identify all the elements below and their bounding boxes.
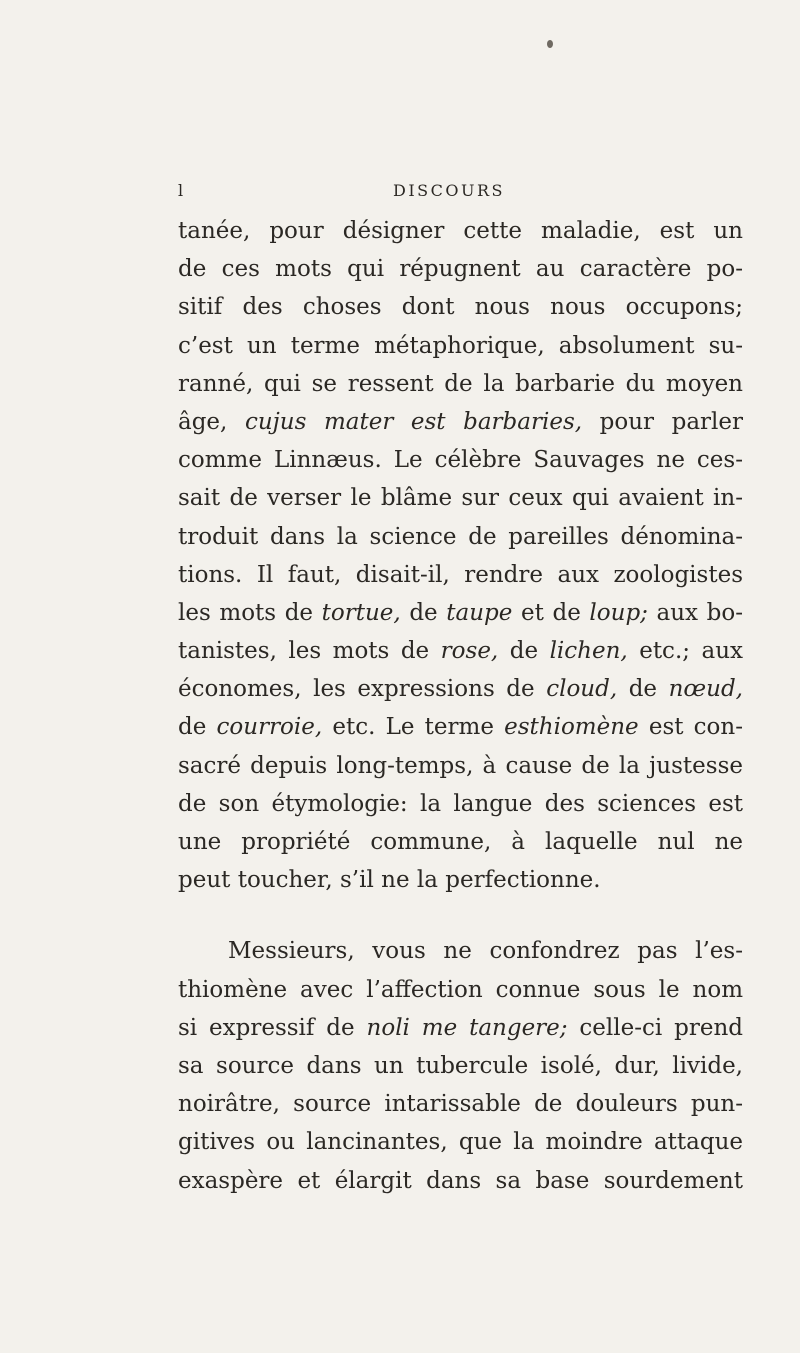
text-line: sa source dans un tubercule isolé, dur, livide, bbox=[178, 1052, 743, 1079]
text-line: sacré depuis long-temps, à cause de la justesse bbox=[178, 752, 743, 779]
ink-spot bbox=[547, 40, 553, 48]
text-line: troduit dans la science de pareilles dénomina- bbox=[178, 523, 743, 550]
text-line: thiomène avec l’affection connue sous le nom bbox=[178, 976, 743, 1003]
text-line: tanistes, les mots de rose, de lichen, etc.; aux bbox=[178, 638, 743, 665]
text-line: les mots de tortue, de taupe et de loup; aux bo- bbox=[178, 599, 743, 626]
text-line: de ces mots qui répugnent au caractère po- bbox=[178, 256, 743, 283]
text-line: tanée, pour désigner cette maladie, est un bbox=[178, 218, 743, 244]
text-line: si expressif de noli me tangere; celle-ci prend bbox=[178, 1014, 743, 1041]
latin-quote: cujus mater est barbaries, bbox=[244, 408, 583, 435]
text-line: de son étymologie: la langue des sciences est bbox=[178, 790, 743, 817]
page-number: l bbox=[178, 181, 185, 200]
text-line: tions. Il faut, disait-il, rendre aux zoologistes bbox=[178, 561, 743, 588]
running-title: DISCOURS bbox=[393, 181, 505, 200]
paragraph-gap bbox=[178, 899, 743, 932]
text-line: noirâtre, source intarissable de douleurs pun- bbox=[178, 1091, 743, 1118]
text-line: comme Linnæus. Le célèbre Sauvages ne ces- bbox=[178, 447, 743, 474]
text-line: économes, les expressions de cloud, de nœud, bbox=[178, 676, 743, 703]
text-line: de courroie, etc. Le terme esthiomène est con- bbox=[178, 714, 743, 741]
text-line: âge, cujus mater est barbaries, pour parler bbox=[178, 408, 743, 435]
running-head bbox=[178, 181, 743, 205]
text-line: peut toucher, s’il ne la perfectionne. bbox=[178, 867, 601, 894]
text-line: sitif des choses dont nous nous occupons; bbox=[178, 294, 743, 321]
body-text bbox=[178, 212, 743, 1200]
text-line: ranné, qui se ressent de la barbarie du moyen bbox=[178, 370, 743, 397]
text-line: gitives ou lancinantes, que la moindre attaque bbox=[178, 1129, 743, 1156]
text-line: Messieurs, vous ne confondrez pas l’es- bbox=[228, 938, 743, 965]
text-line: c’est un terme métaphorique, absolument su- bbox=[178, 332, 743, 359]
text-line: une propriété commune, à laquelle nul ne bbox=[178, 829, 743, 855]
text-line: exaspère et élargit dans sa base sourdement bbox=[178, 1167, 743, 1194]
text-line: sait de verser le blâme sur ceux qui avaient in- bbox=[178, 485, 743, 512]
latin-term: noli me tangere; bbox=[366, 1014, 568, 1041]
